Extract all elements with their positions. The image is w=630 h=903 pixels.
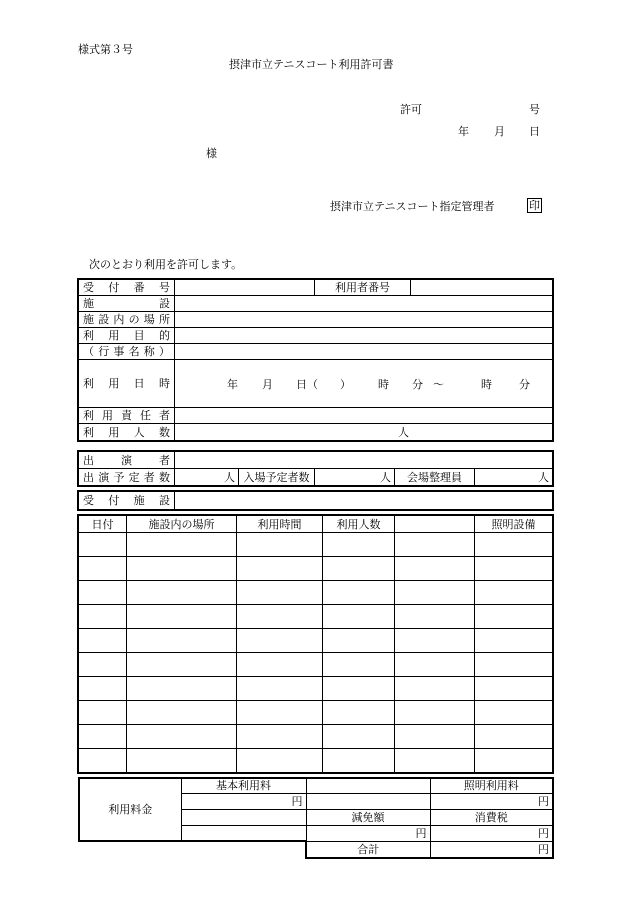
cell[interactable] [237,749,323,773]
table-row [79,605,553,629]
fee-blank-2 [306,793,430,809]
reception-facility-label: 受付施設 [79,492,175,510]
dt-minute2: 分 [519,378,530,391]
cell[interactable] [79,749,127,773]
cell[interactable] [395,581,475,605]
table-row [79,629,553,653]
cell[interactable] [127,605,237,629]
purpose-label: 利用目的 [79,328,175,344]
expected-performers-field[interactable]: 人 [175,469,239,486]
datetime-field[interactable] [175,360,553,408]
cell[interactable] [237,677,323,701]
addressee-suffix: 様 [206,147,217,160]
facility-label: 施設 [79,296,175,312]
discount-label: 減免額 [306,809,430,825]
cell[interactable] [475,701,553,725]
table-row [79,725,553,749]
table-row [79,533,553,557]
schedule-header-location: 施設内の場所 [127,516,237,533]
fee-empty-1 [79,841,181,858]
cell[interactable] [237,653,323,677]
schedule-header-time: 利用時間 [237,516,323,533]
dt-paren: ） [340,378,351,391]
headcount-label: 利用人数 [79,424,175,441]
cell[interactable] [475,557,553,581]
intro-text: 次のとおり利用を許可します。 [89,258,243,271]
lighting-fee-label: 照明利用料 [430,778,553,793]
table-row [79,557,553,581]
datetime-label: 利用日時 [79,360,175,408]
cell[interactable] [79,653,127,677]
cell[interactable] [127,749,237,773]
table-row [79,653,553,677]
issuer: 摂津市立テニスコート指定管理者 [330,200,495,213]
schedule-table [78,515,553,773]
dt-tilde: ～ [433,378,444,391]
event-name-label: （行事名称） [79,344,175,360]
schedule-header-lighting: 照明設備 [475,516,553,533]
document-title: 摂津市立テニスコート利用許可書 [229,58,394,71]
total-field[interactable]: 円 [430,841,553,858]
main-table [78,279,553,441]
basic-fee-label: 基本利用料 [181,778,306,793]
cell[interactable] [237,629,323,653]
cell[interactable] [475,581,553,605]
purpose-field[interactable] [175,328,553,344]
date-day: 日 [529,125,540,138]
cell[interactable] [395,533,475,557]
cell[interactable] [323,701,395,725]
cell[interactable] [127,533,237,557]
cell[interactable] [79,605,127,629]
total-label: 合計 [306,841,430,858]
performers-label: 出演者 [79,452,175,469]
reception-number-field[interactable] [175,280,315,296]
cell[interactable] [79,557,127,581]
responsible-label: 利用責任者 [79,408,175,424]
staff-label: 会場整理員 [395,469,475,486]
cell[interactable] [395,677,475,701]
cell[interactable] [323,749,395,773]
cell[interactable] [475,677,553,701]
cell[interactable] [79,677,127,701]
cell[interactable] [237,725,323,749]
cell[interactable] [127,557,237,581]
dt-day: 日（ [296,378,318,391]
cell[interactable] [237,557,323,581]
cell[interactable] [323,725,395,749]
cell[interactable] [395,749,475,773]
table-row [79,701,553,725]
cell[interactable] [127,701,237,725]
form-number: 様式第３号 [78,43,133,56]
expected-visitors-field[interactable]: 人 [315,469,395,486]
table-row [79,749,553,773]
cell[interactable] [475,629,553,653]
dt-hour: 時 [378,378,389,391]
cell[interactable] [323,677,395,701]
dt-minute: 分 [412,378,423,391]
cell[interactable] [79,701,127,725]
dt-month: 月 [262,378,273,391]
cell[interactable] [127,653,237,677]
fee-label: 利用料金 [79,778,181,841]
cell[interactable] [395,725,475,749]
cell[interactable] [475,653,553,677]
permit-number-suffix: 号 [529,103,540,116]
cell[interactable] [79,629,127,653]
performers-field[interactable] [175,452,553,469]
date-year: 年 [458,125,469,138]
cell[interactable] [395,557,475,581]
table-row [79,677,553,701]
cell[interactable] [323,581,395,605]
schedule-header-people: 利用人数 [323,516,395,533]
reception-facility-field[interactable] [175,492,553,510]
cell[interactable] [323,557,395,581]
schedule-header-blank [395,516,475,533]
dt-year: 年 [227,378,238,391]
cell[interactable] [395,701,475,725]
headcount-unit: 人 [398,426,409,439]
fee-blank-4 [181,825,306,841]
table-row [79,581,553,605]
event-name-field[interactable] [175,344,553,360]
cell[interactable] [323,605,395,629]
discount-field[interactable]: 円 [306,825,430,841]
cell[interactable] [395,653,475,677]
cell[interactable] [237,605,323,629]
responsible-field[interactable] [175,408,553,424]
tax-field[interactable]: 円 [430,825,553,841]
cell[interactable] [475,725,553,749]
cell[interactable] [127,725,237,749]
cell[interactable] [395,629,475,653]
cell[interactable] [127,629,237,653]
fee-blank-1 [306,778,430,793]
seal-mark: 印 [529,199,540,212]
fee-blank-3 [181,809,306,825]
expected-performers-label: 出演予定者数 [79,469,175,486]
date-month: 月 [494,125,505,138]
cell[interactable] [127,677,237,701]
cell[interactable] [237,581,323,605]
cell[interactable] [323,629,395,653]
cell[interactable] [79,725,127,749]
expected-visitors-label: 入場予定者数 [239,469,315,486]
schedule-header-date: 日付 [79,516,127,533]
user-number-field[interactable] [411,280,553,296]
location-field[interactable] [175,312,553,328]
tax-label: 消費税 [430,809,553,825]
reception-facility-table [78,491,553,510]
cell[interactable] [475,533,553,557]
cell[interactable] [79,581,127,605]
cell[interactable] [395,605,475,629]
location-label: 施設内の場所 [79,312,175,328]
dt-hour2: 時 [481,378,492,391]
basic-fee-field[interactable]: 円 [181,793,306,809]
cell[interactable] [237,701,323,725]
user-number-label: 利用者番号 [315,280,411,296]
staff-field[interactable]: 人 [475,469,553,486]
permit-label: 許可 [400,103,422,116]
cell[interactable] [127,581,237,605]
cell[interactable] [475,605,553,629]
cell[interactable] [475,749,553,773]
headcount-field[interactable] [175,424,553,441]
fee-empty-2 [181,841,306,858]
cell[interactable] [323,653,395,677]
reception-number-label: 受付番号 [79,280,175,296]
performer-table [78,451,553,486]
facility-field[interactable] [175,296,553,312]
lighting-fee-field[interactable]: 円 [430,793,553,809]
cell[interactable] [237,533,323,557]
cell[interactable] [323,533,395,557]
fee-table [78,777,554,859]
cell[interactable] [79,533,127,557]
